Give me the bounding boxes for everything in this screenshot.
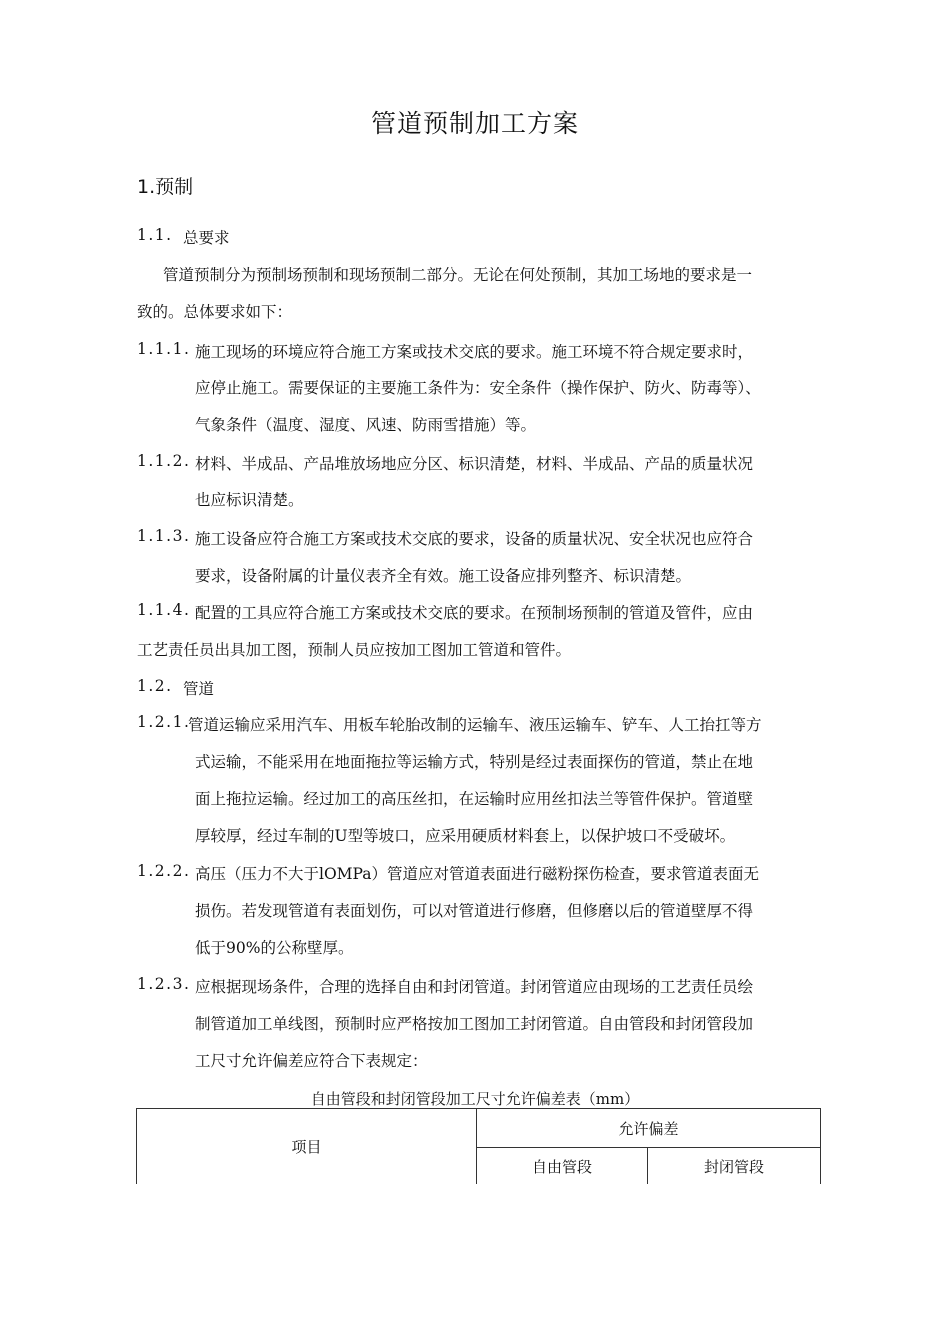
intro-line-2: 致的。总体要求如下： [137, 303, 293, 321]
section-heading-1-2: 管道 [183, 680, 215, 698]
item-1-1-3-line-1: 施工设备应符合施工方案或技术交底的要求，设备的质量状况、安全状况也应符合 [195, 530, 754, 548]
item-1-2-2-line-3: 低于90%的公称壁厚。 [195, 939, 354, 957]
table-header-closed-segment: 封闭管段 [648, 1148, 821, 1185]
item-1-1-1-line-2: 应停止施工。需要保证的主要施工条件为：安全条件（操作保护、防火、防毒等）、 [195, 379, 761, 397]
item-1-2-1-line-3: 面上拖拉运输。经过加工的高压丝扣，在运输时应用丝扣法兰等管件保护。管道壁 [195, 790, 754, 808]
item-1-2-3-line-3: 工尺寸允许偏差应符合下表规定： [195, 1052, 428, 1070]
item-1-1-1-line-3: 气象条件（温度、湿度、风速、防雨雪措施）等。 [195, 416, 537, 434]
item-number-1-2-1: 1.2.1. [137, 713, 191, 731]
intro-line-1: 管道预制分为预制场预制和现场预制二部分。无论在何处预制，其加工场地的要求是一 [163, 266, 753, 284]
item-1-2-3-line-1: 应根据现场条件，合理的选择自由和封闭管道。封闭管道应由现场的工艺责任员绘 [195, 978, 754, 996]
item-1-2-2-line-1: 高压（压力不大于lOMPa）管道应对管道表面进行磁粉探伤检查，要求管道表面无 [195, 865, 760, 883]
table-header-item: 项目 [137, 1109, 477, 1185]
item-number-1-1-3: 1.1.3. [137, 527, 191, 545]
item-1-2-1-line-2: 式运输，不能采用在地面拖拉等运输方式，特别是经过表面探伤的管道，禁止在地 [195, 753, 754, 771]
item-number-1-2-2: 1.2.2. [137, 862, 191, 880]
table-header-tolerance: 允许偏差 [477, 1109, 821, 1148]
section-number-1-2: 1.2. [137, 677, 173, 695]
document-title: 管道预制加工方案 [370, 109, 579, 138]
section-heading-1: 1.预制 [137, 176, 194, 198]
item-number-1-2-3: 1.2.3. [137, 975, 191, 993]
item-number-1-1-4: 1.1.4. [137, 601, 191, 619]
item-number-1-1-1: 1.1.1. [137, 340, 191, 358]
table-caption: 自由管段和封闭管段加工尺寸允许偏差表（mm） [310, 1090, 640, 1108]
item-number-1-1-2: 1.1.2. [137, 452, 191, 470]
item-1-2-2-line-2: 损伤。若发现管道有表面划伤，可以对管道进行修磨，但修磨以后的管道壁厚不得 [195, 902, 754, 920]
table-header-free-segment: 自由管段 [477, 1148, 648, 1185]
item-1-1-1-line-1: 施工现场的环境应符合施工方案或技术交底的要求。施工环境不符合规定要求时， [195, 343, 754, 361]
item-1-2-1-line-1: 管道运输应采用汽车、用板车轮胎改制的运输车、液压运输车、铲车、人工抬扛等方 [188, 716, 762, 734]
item-1-2-1-line-4: 厚较厚，经过车制的U型等坡口，应采用硬质材料套上，以保护坡口不受破坏。 [195, 827, 736, 845]
item-1-2-3-line-2: 制管道加工单线图，预制时应严格按加工图加工封闭管道。自由管段和封闭管段加 [195, 1015, 754, 1033]
item-1-1-2-line-2: 也应标识清楚。 [195, 491, 304, 509]
item-1-1-2-line-1: 材料、半成品、产品堆放场地应分区、标识清楚，材料、半成品、产品的质量状况 [195, 455, 754, 473]
tolerance-table [136, 1108, 821, 1184]
section-number-1-1: 1.1. [137, 226, 173, 244]
item-1-1-4-line-1: 配置的工具应符合施工方案或技术交底的要求。在预制场预制的管道及管件，应由 [195, 604, 754, 622]
table-header-row [137, 1109, 821, 1148]
item-1-1-4-line-2: 工艺责任员出具加工图，预制人员应按加工图加工管道和管件。 [137, 641, 572, 659]
item-1-1-3-line-2: 要求，设备附属的计量仪表齐全有效。施工设备应排列整齐、标识清楚。 [195, 567, 692, 585]
section-heading-1-1: 总要求 [183, 229, 230, 247]
